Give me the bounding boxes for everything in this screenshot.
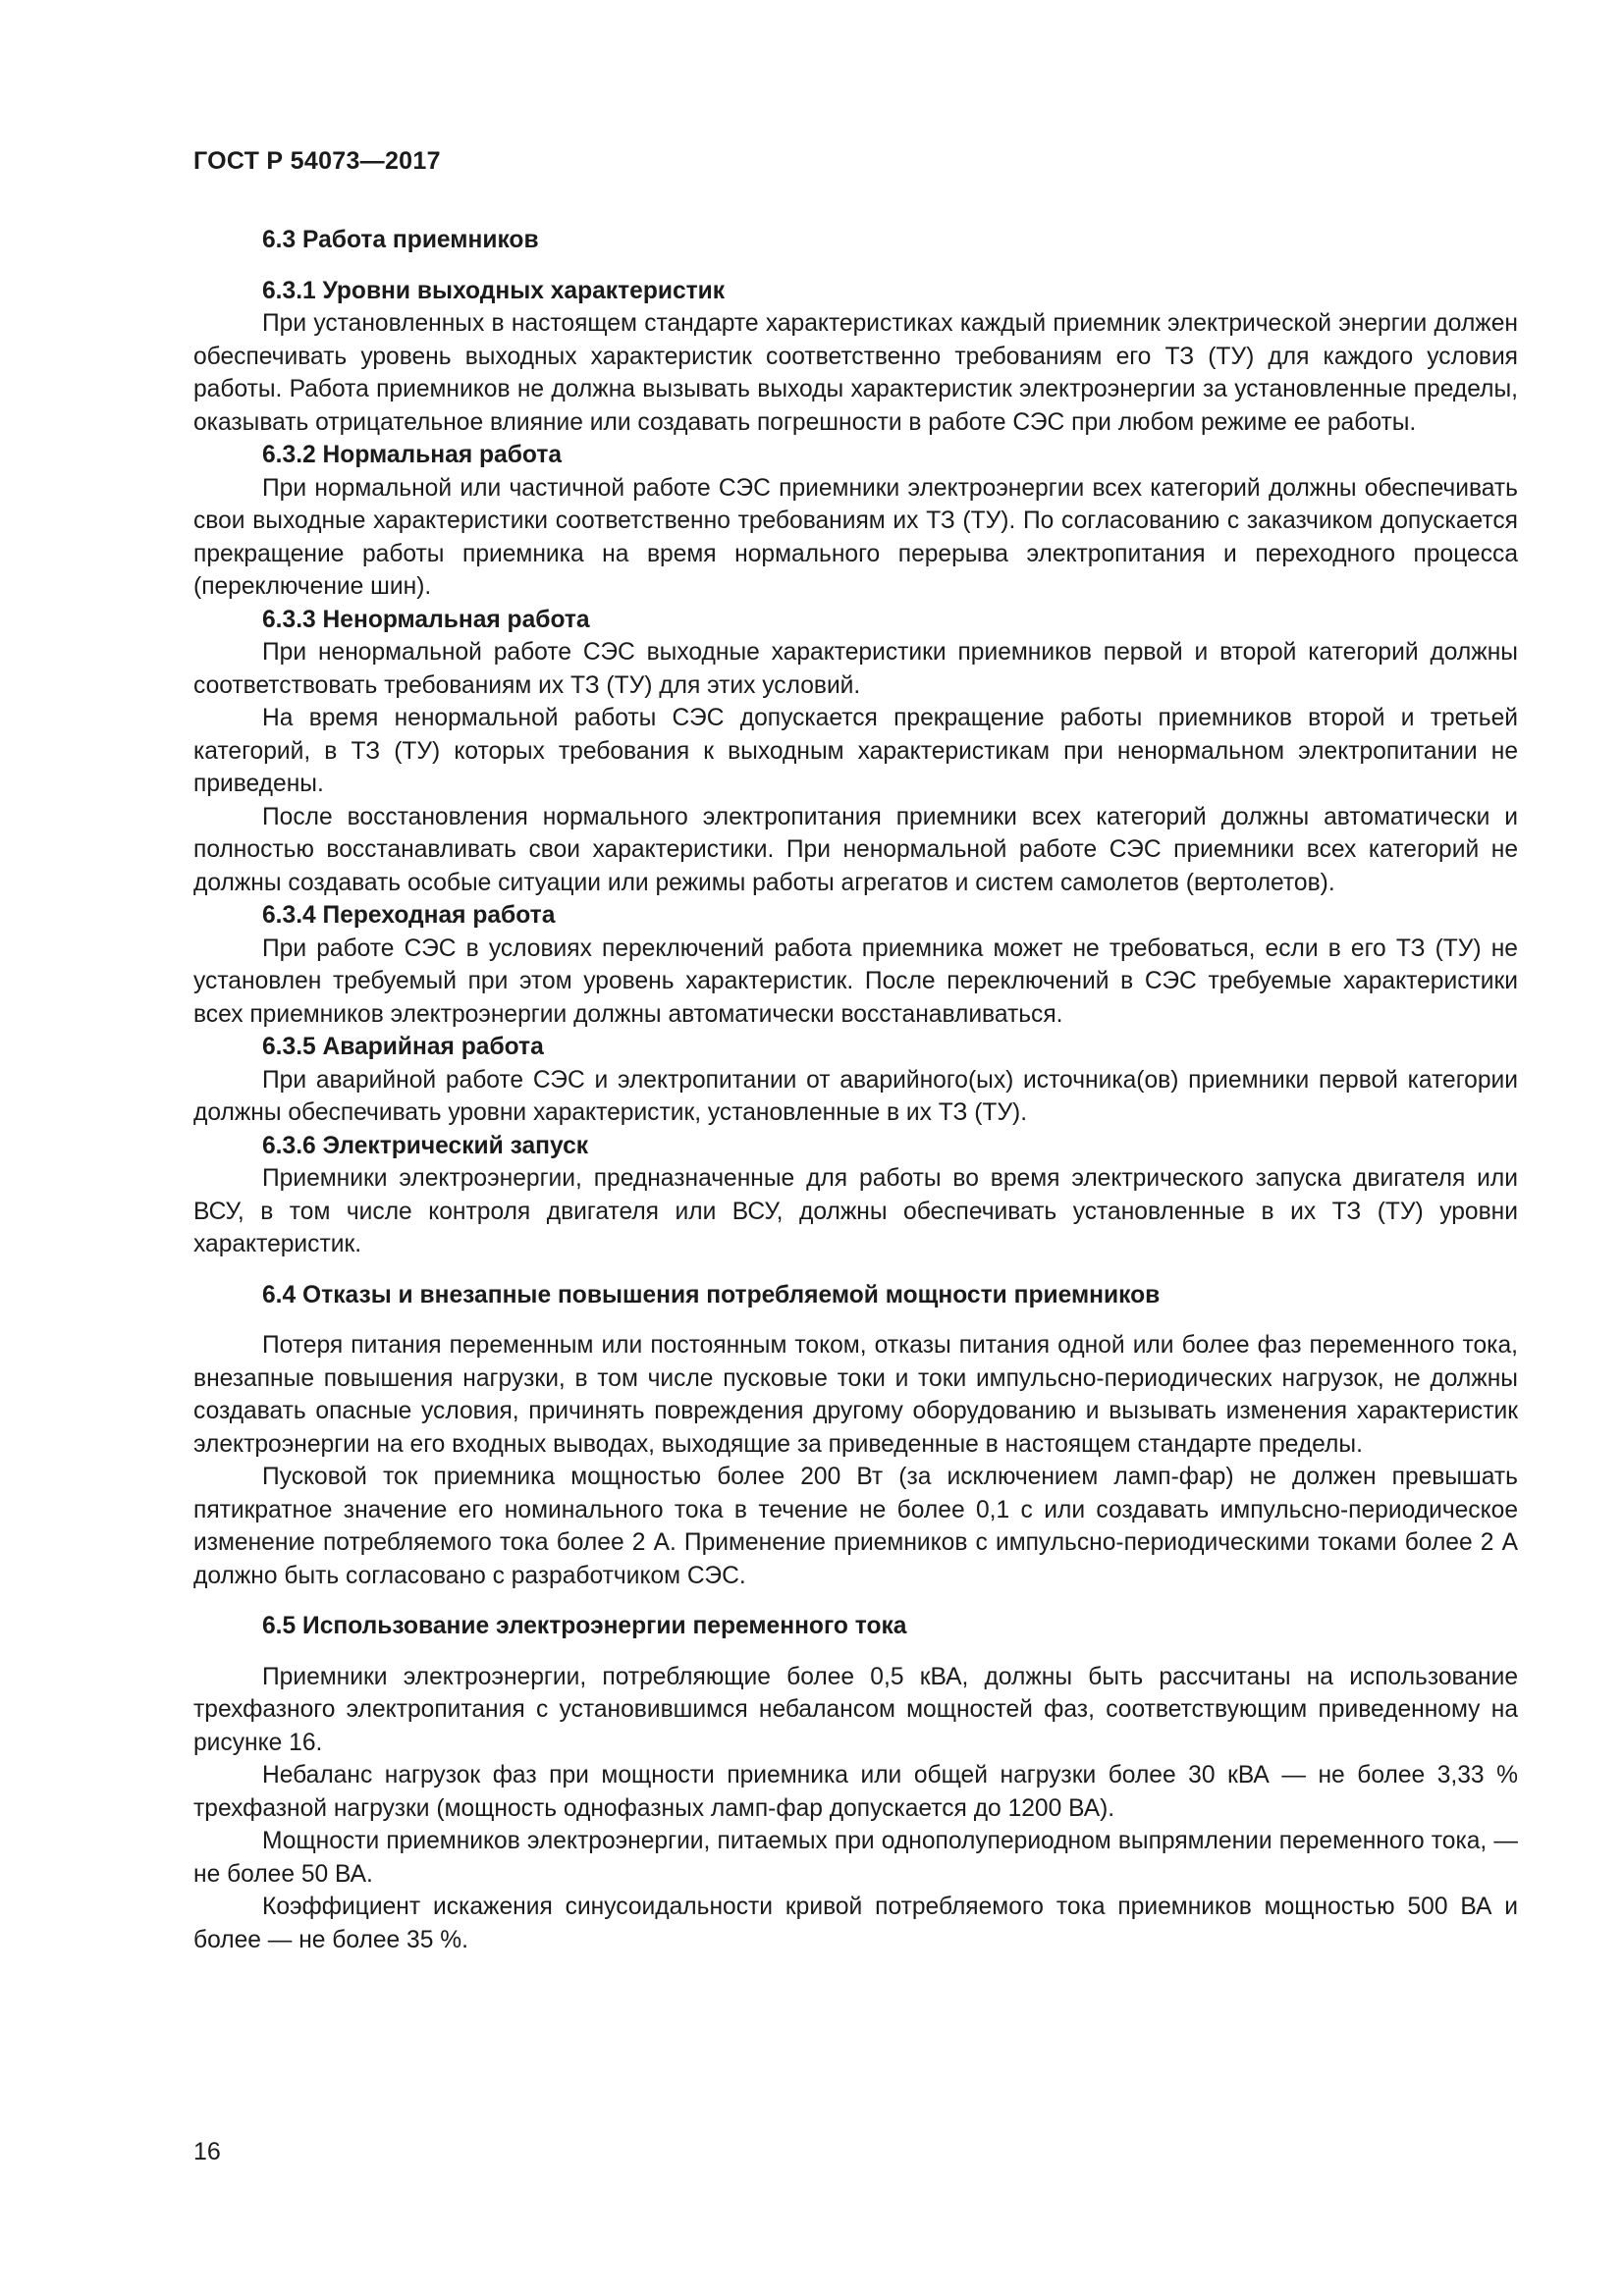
- page-number: 16: [193, 2138, 221, 2165]
- paragraph: После восстановления нормального электропитания приемники всех категорий должны автоматически и полностью восстанавливать свои характеристики. При ненормальной работе СЭС приемники всех категорий не должны создавать особые ситуации или режимы работы агрегатов и систем самолетов (вертолетов).: [193, 803, 1518, 896]
- paragraph: Потеря питания переменным или постоянным током, отказы питания одной или более фаз переменного тока, внезапные повышения нагрузки, в том числе пусковые токи и токи импульсно-периодических нагрузок, не должны создавать опасные условия, причинять повреждения другому оборудованию и вызывать изменения характеристик электроэнергии на его входных выводах, выходящие за приведенные в настоящем стандарте пределы.: [193, 1332, 1518, 1458]
- document-body: [193, 224, 1518, 1956]
- section-6-3-5-title: 6.3.5 Аварийная работа: [262, 1034, 544, 1060]
- paragraph: При работе СЭС в условиях переключений работа приемника может не требоваться, если в его ТЗ (ТУ) не установлен требуемый при этом уровень характеристик. После переключений в СЭС требуемые характеристики всех приемников электроэнергии должны автоматически восстанавливаться.: [193, 934, 1518, 1028]
- document-code: ГОСТ Р 54073—2017: [193, 147, 441, 175]
- paragraph: При аварийной работе СЭС и электропитании от аварийного(ых) источника(ов) приемники первой категории должны обеспечивать уровни характеристик, установленные в их ТЗ (ТУ).: [193, 1066, 1518, 1126]
- paragraph: При установленных в настоящем стандарте характеристиках каждый приемник электрической энергии должен обеспечивать уровень выходных характеристик соответственно требованиям его ТЗ (ТУ) для каждого условия работы. Работа приемников не должна вызывать выходы характеристик электроэнергии за установленные пределы, оказывать отрицательное влияние или создавать погрешности в работе СЭС при любом режиме ее работы.: [193, 310, 1518, 436]
- paragraph: При нормальной или частичной работе СЭС приемники электроэнергии всех категорий должны обеспечивать свои выходные характеристики соответственно требованиям их ТЗ (ТУ). По согласованию с заказчиком допускается прекращение работы приемника на время нормального перерыва электропитания и переходного процесса (переключение шин).: [193, 474, 1518, 600]
- paragraph: На время ненормальной работы СЭС допускается прекращение работы приемников второй и третьей категорий, в ТЗ (ТУ) которых требования к выходным характеристикам при ненормальном электропитании не приведены.: [193, 705, 1518, 797]
- section-6-3-title: 6.3 Работа приемников: [262, 227, 539, 253]
- paragraph: Приемники электроэнергии, потребляющие более 0,5 кВА, должны быть рассчитаны на использование трехфазного электропитания с установившимся небалансом мощностей фаз, соответствующим приведенному на рисунке 16.: [193, 1663, 1518, 1756]
- section-6-3-1-title: 6.3.1 Уровни выходных характеристик: [262, 277, 726, 304]
- paragraph: Небаланс нагрузок фаз при мощности приемника или общей нагрузки более 30 кВА — не более 3,33 % трехфазной нагрузки (мощность однофазных ламп-фар допускается до 1200 ВА).: [193, 1762, 1518, 1822]
- section-6-5-title: 6.5 Использование электроэнергии переменного тока: [262, 1613, 907, 1639]
- paragraph: Приемники электроэнергии, предназначенные для работы во время электрического запуска двигателя или ВСУ, в том числе контроля двигателя или ВСУ, должны обеспечивать установленные в их ТЗ (ТУ) уровни характеристик.: [193, 1165, 1518, 1257]
- paragraph: Мощности приемников электроэнергии, питаемых при однополупериодном выпрямлении переменного тока, — не более 50 ВА.: [193, 1828, 1518, 1888]
- section-6-4-title: 6.4 Отказы и внезапные повышения потребляемой мощности приемников: [262, 1281, 1161, 1308]
- paragraph: Пусковой ток приемника мощностью более 200 Вт (за исключением ламп-фар) не должен превышать пятикратное значение его номинального тока в течение не более 0,1 с или создавать импульсно-периодическое изменение потребляемого тока более 2 А. Применение приемников с импульсно-периодическими токами более 2 А должно быть согласовано с разработчиком СЭС.: [193, 1464, 1518, 1589]
- section-6-3-6-title: 6.3.6 Электрический запуск: [262, 1132, 589, 1159]
- paragraph: При ненормальной работе СЭС выходные характеристики приемников первой и второй категорий должны соответствовать требованиям их ТЗ (ТУ) для этих условий.: [193, 639, 1518, 699]
- paragraph: Коэффициент искажения синусоидальности кривой потребляемого тока приемников мощностью 500 ВА и более — не более 35 %.: [193, 1894, 1518, 1953]
- section-6-3-4-title: 6.3.4 Переходная работа: [262, 902, 556, 929]
- section-6-3-3-title: 6.3.3 Ненормальная работа: [262, 606, 590, 633]
- section-6-3-2-title: 6.3.2 Нормальная работа: [262, 442, 563, 468]
